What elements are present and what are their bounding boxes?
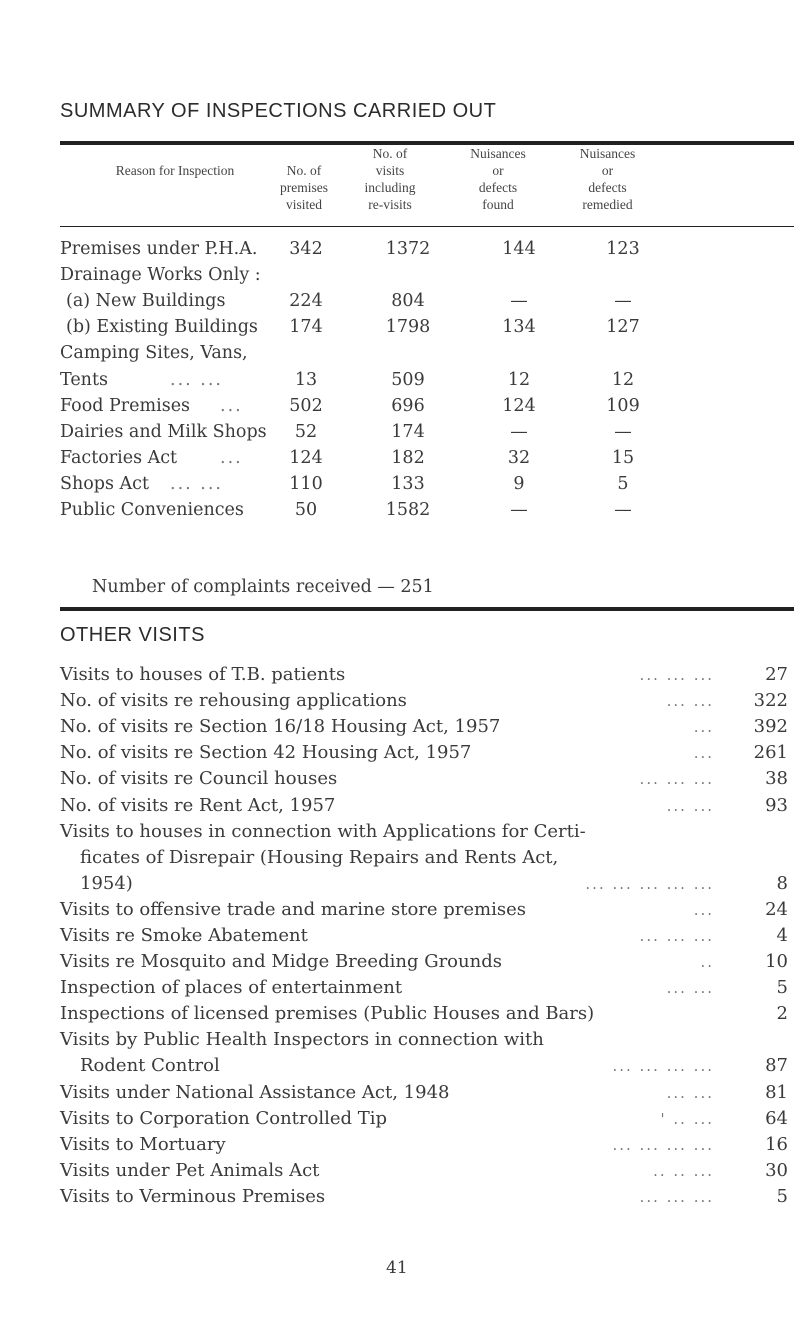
item-value: 64	[765, 1107, 788, 1129]
leader-dots: ' .. ...	[660, 1109, 714, 1128]
row-label: Camping Sites, Vans,	[60, 343, 248, 364]
cell-visits: 133	[391, 473, 425, 494]
list-item	[60, 662, 794, 688]
cell-visits: 509	[391, 369, 425, 390]
header-found-line: Nuisances	[470, 146, 526, 161]
row-label: (b) Existing Buildings	[66, 317, 258, 338]
row-label: Shops Act	[60, 473, 150, 494]
item-text: Inspection of places of entertainment	[60, 977, 403, 999]
leader-dots: ..	[700, 953, 714, 972]
header-found	[448, 145, 548, 213]
item-text: Visits to houses in connection with Applications for Certi-	[60, 820, 586, 842]
table-row	[60, 262, 794, 288]
leader-dots: ... ...	[666, 796, 714, 815]
item-value: 5	[776, 977, 788, 999]
item-value: 2	[776, 1003, 788, 1025]
cell-premises: 342	[289, 239, 323, 259]
table-row	[60, 393, 794, 419]
header-reason-text: Reason for Inspection	[115, 163, 235, 178]
cell-premises: 502	[289, 395, 323, 416]
leader-dots: ... ...	[666, 692, 714, 711]
cell-found: 12	[507, 369, 531, 390]
item-text: 1954)	[80, 872, 133, 894]
leader-dots: ... ...	[170, 369, 223, 390]
item-value: 5	[776, 1186, 788, 1207]
cell-found: —	[510, 291, 528, 312]
item-text: Visits to Verminous Premises	[60, 1186, 326, 1207]
row-label: Drainage Works Only :	[60, 265, 261, 286]
list-item	[60, 1080, 794, 1106]
item-value: 4	[776, 925, 788, 946]
leader-dots: ... ... ...	[639, 666, 714, 684]
list-item	[60, 740, 794, 766]
header-remedied-line: remedied	[582, 197, 633, 212]
row-label: Public Conveniences	[60, 500, 244, 520]
list-item	[60, 1001, 794, 1027]
cell-visits: 804	[391, 291, 425, 312]
complaints-line: Number of complaints received — 251	[92, 577, 434, 597]
leader-dots: ...	[693, 900, 714, 919]
leader-dots: ... ...	[666, 1083, 714, 1102]
table-row	[60, 497, 794, 523]
list-item	[60, 949, 794, 975]
list-item	[60, 688, 794, 714]
cell-remedied: 127	[606, 317, 640, 338]
list-item	[60, 1027, 794, 1079]
item-text: No. of visits re Rent Act, 1957	[60, 794, 336, 816]
table-row	[60, 445, 794, 471]
item-text: Visits under Pet Animals Act	[60, 1159, 320, 1181]
summary-title: SUMMARY OF INSPECTIONS CARRIED OUT	[60, 100, 497, 122]
header-visits-line: including	[364, 180, 416, 195]
cell-visits: 1372	[385, 239, 431, 259]
row-label: Food Premises	[60, 395, 191, 416]
cell-found: 9	[513, 473, 525, 494]
item-text: No. of visits re Council houses	[60, 768, 338, 790]
item-text: Visits re Smoke Abatement	[60, 925, 308, 946]
cell-found: 134	[502, 317, 536, 338]
item-text: No. of visits re Section 16/18 Housing Act, 1957	[60, 716, 501, 738]
item-value: 87	[765, 1055, 788, 1077]
cell-visits: 1582	[385, 500, 431, 520]
list-item	[60, 1184, 794, 1210]
cell-premises: 124	[289, 447, 323, 468]
item-value: 10	[765, 951, 788, 973]
header-remedied-line: defects	[588, 180, 627, 195]
item-text: Visits to offensive trade and marine store premises	[60, 898, 527, 920]
cell-premises: 224	[289, 291, 323, 312]
list-item	[60, 1106, 794, 1132]
cell-remedied: 12	[611, 369, 635, 390]
item-value: 24	[765, 898, 788, 920]
table-row	[60, 314, 794, 340]
leader-dots: ... ... ...	[639, 770, 714, 789]
cell-remedied: 15	[611, 447, 635, 468]
item-value: 93	[765, 794, 788, 816]
item-value: 30	[765, 1159, 788, 1181]
cell-premises: 50	[294, 500, 318, 520]
cell-found: 144	[502, 239, 536, 259]
header-premises-line: visited	[286, 197, 322, 212]
header-visits-line: re-visits	[368, 197, 412, 212]
leader-dots: ... ... ... ...	[612, 1057, 714, 1076]
row-label: Dairies and Milk Shops	[60, 421, 267, 442]
row-label: (a) New Buildings	[66, 291, 226, 312]
cell-remedied: —	[614, 421, 632, 442]
item-value: 392	[753, 716, 788, 738]
cell-visits: 696	[391, 395, 425, 416]
table-row	[60, 236, 794, 262]
header-reason	[60, 162, 290, 179]
cell-premises: 110	[289, 473, 323, 494]
table-bottom-rule	[60, 607, 794, 611]
cell-premises: 13	[294, 369, 318, 390]
cell-found: —	[510, 421, 528, 442]
row-label: Factories Act	[60, 447, 178, 468]
header-visits-line: No. of	[372, 146, 408, 161]
leader-dots: ...	[220, 447, 243, 468]
page-number: 41	[386, 1258, 408, 1278]
leader-dots: ... ... ...	[639, 1188, 714, 1206]
item-text: Inspections of licensed premises (Public Houses and Bars)	[60, 1003, 595, 1025]
table-row	[60, 288, 794, 314]
leader-dots: .. .. ...	[653, 1161, 714, 1180]
cell-remedied: 109	[606, 395, 640, 416]
item-text: Visits to Mortuary	[60, 1133, 226, 1155]
leader-dots: ... ... ...	[639, 927, 714, 945]
item-value: 16	[765, 1133, 788, 1155]
list-item	[60, 793, 794, 819]
cell-remedied: 5	[617, 473, 629, 494]
item-text: Visits to houses of T.B. patients	[60, 664, 346, 685]
list-item	[60, 819, 794, 897]
other-visits-title: OTHER VISITS	[60, 624, 205, 646]
header-found-line: or	[492, 163, 504, 178]
header-premises	[274, 162, 334, 213]
item-value: 81	[765, 1081, 788, 1103]
item-value: 27	[765, 664, 788, 685]
cell-visits: 1798	[385, 317, 431, 338]
item-value: 261	[753, 742, 788, 764]
cell-remedied: —	[614, 291, 632, 312]
item-text: Visits re Mosquito and Midge Breeding Grounds	[60, 951, 502, 973]
header-premises-line: premises	[280, 180, 328, 195]
cell-found: 124	[502, 395, 536, 416]
header-remedied	[555, 145, 660, 213]
cell-premises: 174	[289, 317, 323, 338]
item-text: Visits by Public Health Inspectors in connection with	[60, 1029, 544, 1051]
leader-dots: ...	[220, 395, 243, 416]
leader-dots: ... ...	[666, 979, 714, 998]
header-visits-line: visits	[375, 163, 405, 178]
item-text: Visits under National Assistance Act, 1948	[60, 1081, 450, 1103]
list-item	[60, 1158, 794, 1184]
list-item	[60, 1132, 794, 1158]
item-text: No. of visits re Section 42 Housing Act, 1957	[60, 742, 472, 764]
header-found-line: defects	[478, 180, 518, 195]
cell-visits: 182	[391, 447, 425, 468]
item-text: No. of visits re rehousing applications	[60, 690, 407, 712]
table-row	[60, 471, 794, 497]
item-text: Rodent Control	[80, 1055, 220, 1077]
cell-visits: 174	[391, 421, 425, 442]
list-item	[60, 923, 794, 949]
row-label: Premises under P.H.A.	[60, 239, 258, 259]
item-value: 322	[753, 690, 788, 712]
table-row	[60, 340, 794, 366]
cell-found: 32	[507, 447, 531, 468]
list-item	[60, 714, 794, 740]
cell-remedied: —	[614, 500, 632, 520]
leader-dots: ...	[693, 744, 714, 763]
cell-premises: 52	[294, 421, 318, 442]
leader-dots: ... ... ... ...	[612, 1135, 714, 1154]
header-visits	[340, 145, 440, 213]
list-item	[60, 766, 794, 792]
item-value: 38	[765, 768, 788, 790]
header-premises-line: No. of	[286, 163, 322, 178]
header-found-line: found	[482, 197, 514, 212]
list-item	[60, 897, 794, 923]
leader-dots: ... ... ... ... ...	[585, 874, 714, 893]
table-row	[60, 419, 794, 445]
table-row	[60, 367, 794, 393]
item-text: Visits to Corporation Controlled Tip	[60, 1107, 388, 1129]
leader-dots: ... ...	[170, 473, 223, 494]
cell-remedied: 123	[606, 239, 640, 259]
item-text: ficates of Disrepair (Housing Repairs and Rents Act,	[80, 846, 559, 868]
header-rule	[60, 226, 794, 227]
header-remedied-line: or	[601, 163, 614, 178]
header-remedied-line: Nuisances	[579, 146, 636, 161]
row-label: Tents	[60, 369, 108, 390]
list-item	[60, 975, 794, 1001]
item-value: 8	[776, 872, 788, 894]
leader-dots: ...	[693, 718, 714, 737]
cell-found: —	[510, 500, 528, 520]
